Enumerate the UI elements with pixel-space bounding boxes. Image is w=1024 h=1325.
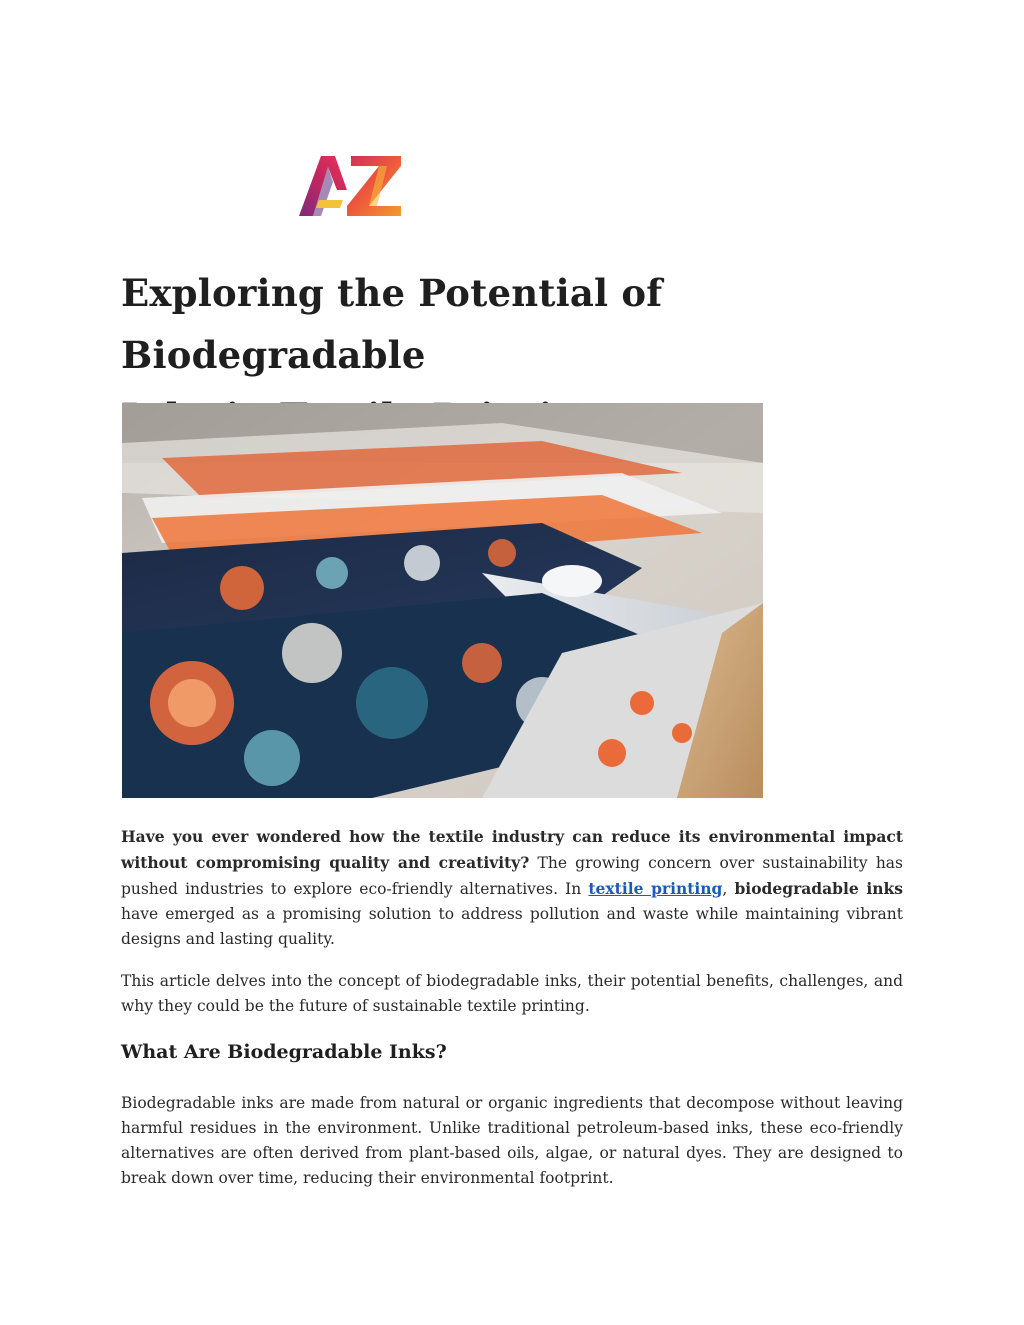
intro-paragraph [121,824,903,952]
title-line-1: Exploring the Potential of Biodegradable [121,271,663,377]
definition-paragraph: Biodegradable inks are made from natural or organic ingredients that decompose without leaving harmful residues in the environment. Unlike traditional petroleum-based inks, these eco-friendly alternatives are often derived from plant-based oils, algae, or natural dyes. They are designed to break down over time, reducing their environmental footprint. [121,1094,903,1187]
printed-textile-rolls-image [122,403,763,798]
intro-text-3: have emerged as a promising solution to address pollution and waste while maintaining vibrant designs and lasting quality. [121,905,903,948]
section-heading: What Are Biodegradable Inks? [121,1041,447,1063]
intro-text-2: , [722,880,735,898]
az-logo [297,150,405,220]
textile-printing-link[interactable]: textile printing [588,879,723,898]
intro-text-1: The growing concern over sustainability has pushed industries to explore eco-friendly alternatives. In [121,854,903,898]
overview-paragraph: This article delves into the concept of biodegradable inks, their potential benefits, challenges, and why they could be the future of sustainable textile printing. [121,972,903,1015]
intro-lead-question: Have you ever wondered how the textile industry can reduce its environmental impact without compromising quality and creativity? [121,827,903,872]
intro-keyword: biodegradable inks [734,879,903,898]
